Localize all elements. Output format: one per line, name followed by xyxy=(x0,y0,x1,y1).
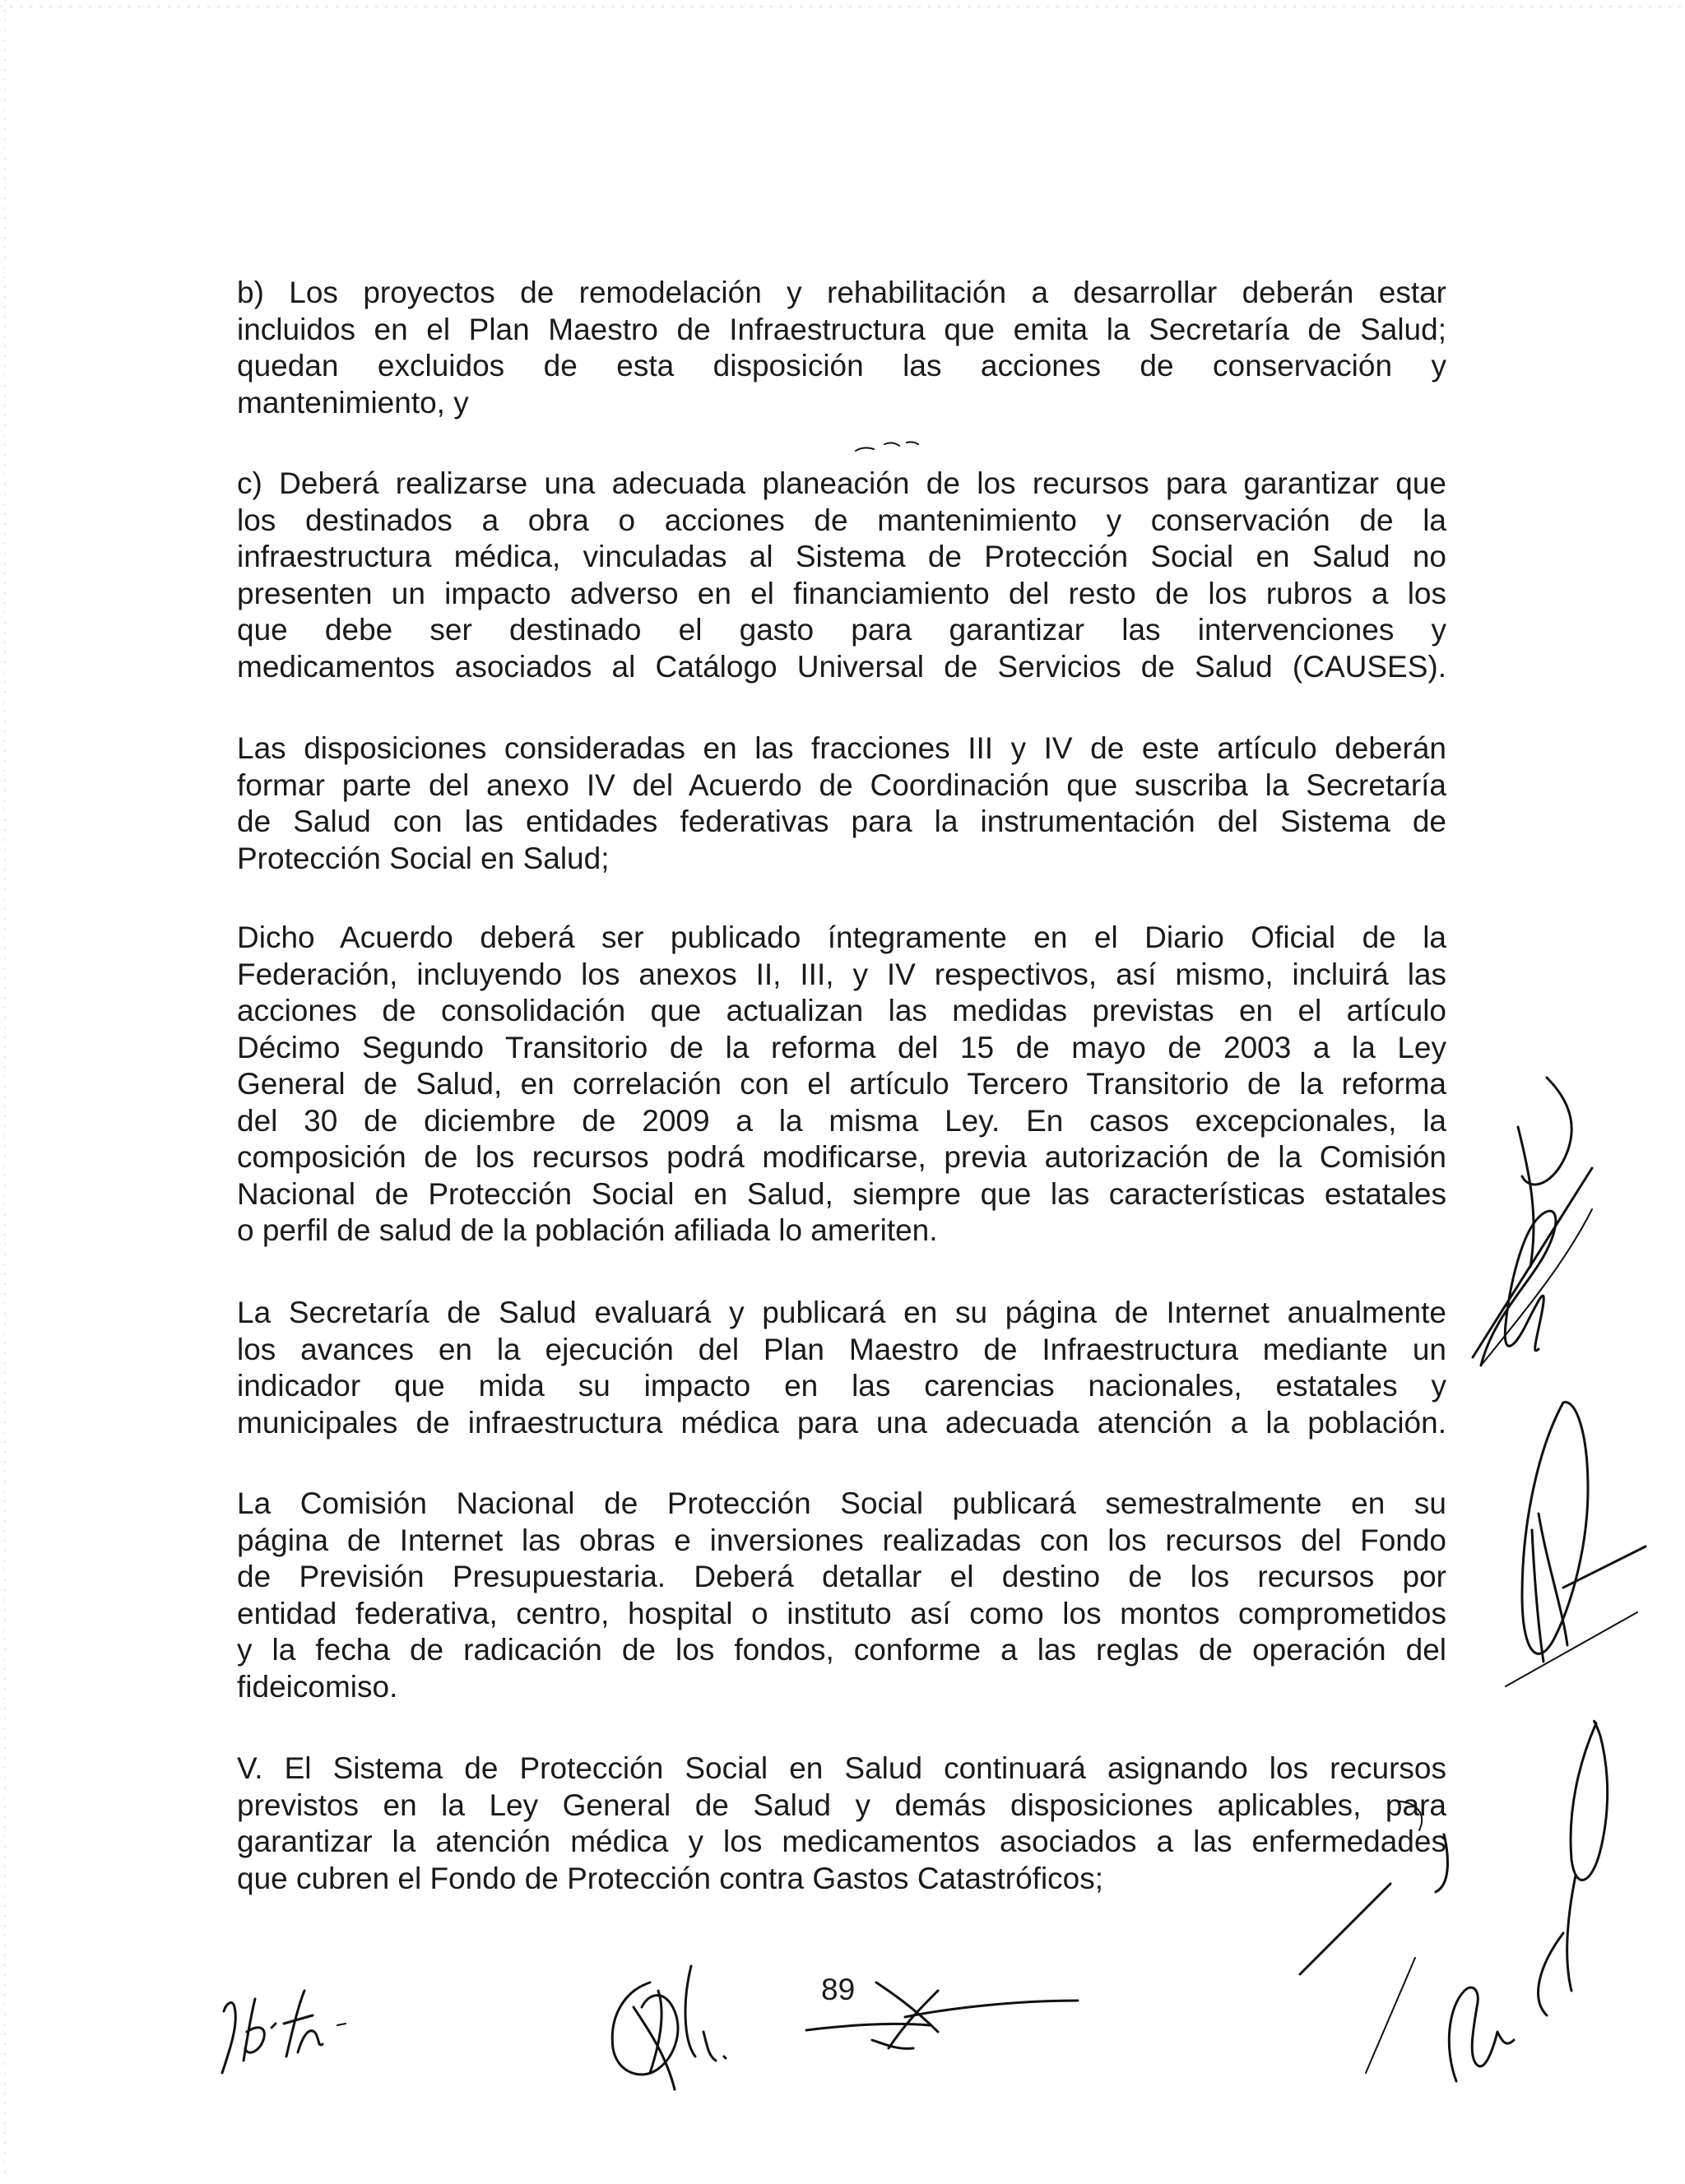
paragraph-secretaria xyxy=(237,1295,1446,1441)
text-line: y la fecha de radicación de los fondos, conforme a las reglas de operación del xyxy=(237,1633,1446,1667)
signature-bottom-center xyxy=(612,1966,726,2089)
text-line: previstos en la Ley General de Salud y demás disposiciones aplicables, para xyxy=(237,1788,1446,1822)
text-line: mantenimiento, y xyxy=(237,385,469,420)
paragraph-acuerdo xyxy=(237,920,1446,1250)
text-line: municipales de infraestructura médica para una adecuada atención a la población. xyxy=(237,1405,1446,1440)
text-line: quedan excluidos de esta disposición las acciones de conservación y xyxy=(237,349,1446,383)
text-line: Décimo Segundo Transitorio de la reforma del 15 de mayo de 2003 a la Ley xyxy=(237,1030,1446,1064)
text-line: o perfil de salud de la población afiliada lo ameriten. xyxy=(237,1213,938,1247)
text-line: La Comisión Nacional de Protección Social publicará semestralmente en su xyxy=(237,1486,1446,1520)
paragraph-disposiciones xyxy=(237,730,1446,877)
paragraph-c xyxy=(237,466,1446,685)
text-line: garantizar la atención médica y los medicamentos asociados a las enfermedades xyxy=(237,1825,1446,1858)
signature-right-2 xyxy=(1506,1403,1646,1686)
text-line: que cubren el Fondo de Protección contra Gastos Catastróficos; xyxy=(237,1861,1104,1895)
text-line: composición de los recursos podrá modificarse, previa autorización de la Comisión xyxy=(237,1140,1446,1174)
text-line: de Salud con las entidades federativas para la instrumentación del Sistema de xyxy=(237,805,1446,838)
text-line: entidad federativa, centro, hospital o instituto así como los montos comprometidos xyxy=(237,1596,1446,1630)
paragraph-comision xyxy=(237,1486,1446,1705)
text-line: medicamentos asociados al Catálogo Universal de Servicios de Salud (CAUSES). xyxy=(237,649,1446,684)
text-line: incluidos en el Plan Maestro de Infraestructura que emita la Secretaría de Salud; xyxy=(237,312,1446,346)
text-line: formar parte del anexo IV del Acuerdo de Coordinación que suscriba la Secretaría xyxy=(237,767,1446,802)
text-line: indicador que mida su impacto en las carencias nacionales, estatales y xyxy=(237,1369,1446,1403)
text-line: acciones de consolidación que actualizan las medidas previstas en el artículo xyxy=(237,994,1446,1027)
initials-bottom-left xyxy=(222,1991,346,2073)
text-line: Protección Social en Salud; xyxy=(237,841,610,875)
text-line: La Secretaría de Salud evaluará y publicará en su página de Internet anualmente xyxy=(237,1296,1446,1329)
scan-left-edge xyxy=(0,0,16,2180)
text-line: Federación, incluyendo los anexos II, III, y IV respectivos, así mismo, incluirá las xyxy=(237,957,1446,991)
text-line: Las disposiciones consideradas en las fracciones III y IV de este artículo deberán xyxy=(237,731,1446,765)
text-line: Dicho Acuerdo deberá ser publicado íntegramente en el Diario Oficial de la xyxy=(237,920,1446,954)
paragraph-v xyxy=(237,1750,1446,1897)
text-line: que debe ser destinado el gasto para garantizar las intervenciones y xyxy=(237,613,1446,647)
page-number: 89 xyxy=(821,1973,856,2006)
text-line: del 30 de diciembre de 2009 a la misma Ley. En casos excepcionales, la xyxy=(237,1103,1446,1138)
signature-right-1 xyxy=(1473,1078,1592,1366)
text-line: General de Salud, en correlación con el artículo Tercero Transitorio de la reforma xyxy=(237,1067,1446,1101)
text-line: b) Los proyectos de remodelación y rehabilitación a desarrollar deberán estar xyxy=(237,276,1446,309)
scan-top-edge xyxy=(0,0,1685,7)
text-line: página de Internet las obras e inversiones realizadas con los recursos del Fondo xyxy=(237,1523,1446,1557)
text-line: fideicomiso. xyxy=(237,1669,398,1704)
text-line: Nacional de Protección Social en Salud, siempre que las características estatales xyxy=(237,1176,1446,1211)
text-line: infraestructura médica, vinculadas al Sistema de Protección Social en Salud no xyxy=(237,540,1446,573)
paragraph-b xyxy=(237,275,1446,421)
text-line: los avances en la ejecución del Plan Maestro de Infraestructura mediante un xyxy=(237,1332,1446,1366)
stray-mark xyxy=(856,442,918,451)
text-line: c) Deberá realizarse una adecuada planeación de los recursos para garantizar que xyxy=(237,466,1446,500)
text-line: V. El Sistema de Protección Social en Salud continuará asignando los recursos xyxy=(237,1751,1446,1785)
text-line: los destinados a obra o acciones de mantenimiento y conservación de la xyxy=(237,503,1446,537)
text-line: presenten un impacto adverso en el financiamiento del resto de los rubros a los xyxy=(237,576,1446,610)
text-line: de Previsión Presupuestaria. Deberá detallar el destino de los recursos por xyxy=(237,1560,1446,1593)
